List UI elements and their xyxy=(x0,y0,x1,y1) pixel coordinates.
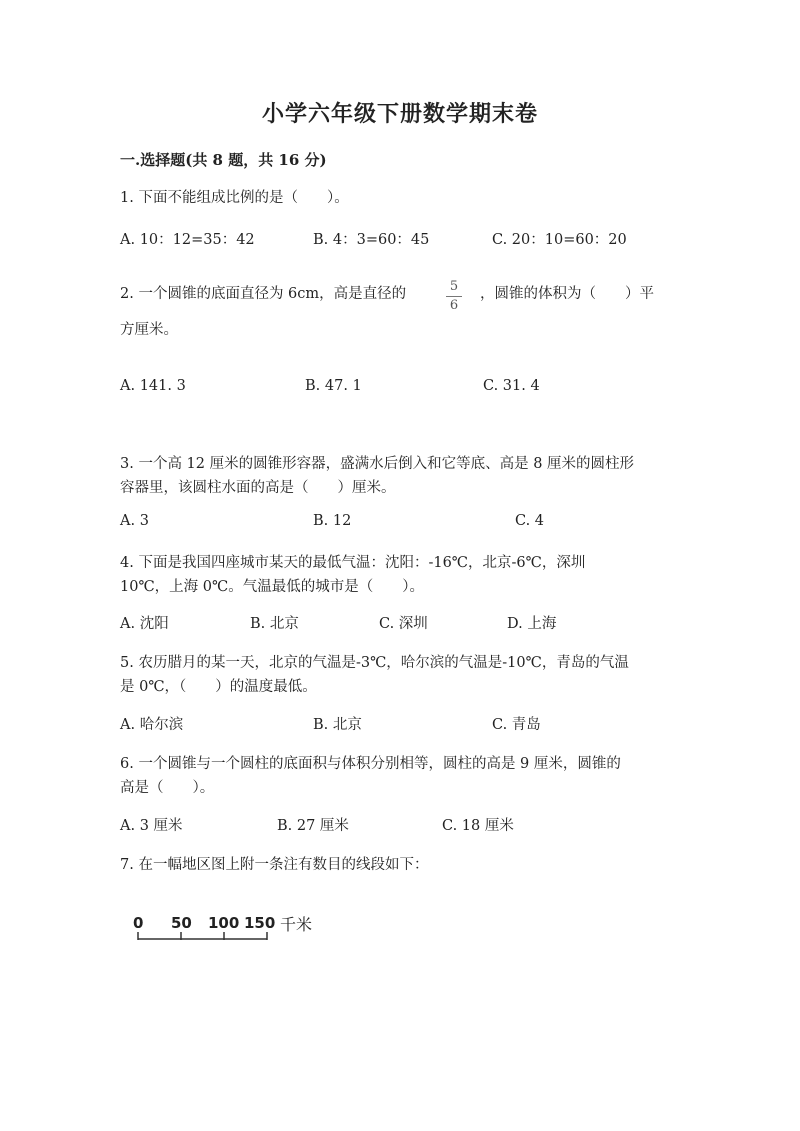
question-4-option-a[interactable]: A. 沈阳 xyxy=(120,616,169,632)
question-3-text-line1: 3. 一个高 12 厘米的圆锥形容器，盛满水后倒入和它等底、高是 8 厘米的圆柱形 xyxy=(120,456,635,472)
question-5-option-b[interactable]: B. 北京 xyxy=(313,717,362,733)
question-3-option-b[interactable]: B. 12 xyxy=(313,513,352,529)
question-2-cont xyxy=(480,282,654,306)
question-6-text-line1: 6. 一个圆锥与一个圆柱的底面积与体积分别相等，圆柱的高是 9 厘米，圆锥的 xyxy=(120,756,621,772)
question-1 xyxy=(120,186,349,210)
question-3-text-line2: 容器里，该圆柱水面的高是（ ）厘米。 xyxy=(120,480,396,496)
question-7-text: 7. 在一幅地区图上附一条注有数目的线段如下： xyxy=(120,857,429,873)
question-5-option-c[interactable]: C. 青岛 xyxy=(492,717,541,733)
question-1-option-c[interactable]: C. 20：10=60：20 xyxy=(492,232,627,248)
question-2-text-part1: 2. 一个圆锥的底面直径为 6cm，高是直径的 xyxy=(120,286,407,302)
question-1-option-a[interactable]: A. 10：12=35：42 xyxy=(120,232,255,248)
question-4-option-c[interactable]: C. 深圳 xyxy=(379,616,428,632)
question-6-option-a[interactable]: A. 3 厘米 xyxy=(120,818,183,834)
question-6-option-c[interactable]: C. 18 厘米 xyxy=(442,818,514,834)
fraction xyxy=(443,279,465,314)
scale-tick-label: 100 xyxy=(208,914,240,932)
question-3-option-c[interactable]: C. 4 xyxy=(515,513,545,529)
question-2-option-a[interactable]: A. 141. 3 xyxy=(120,378,186,394)
question-2-option-b[interactable]: B. 47. 1 xyxy=(305,378,362,394)
question-6-option-b[interactable]: B. 27 厘米 xyxy=(277,818,349,834)
scale-tick-label: 50 xyxy=(171,914,192,932)
question-2-text-part3: 方厘米。 xyxy=(120,322,178,338)
question-2 xyxy=(120,282,406,306)
question-4-text-line1: 4. 下面是我国四座城市某天的最低气温：沈阳：-16℃，北京-6℃，深圳 xyxy=(120,555,586,571)
fraction-numerator: 5 xyxy=(449,279,459,294)
fraction-denominator: 6 xyxy=(449,298,459,313)
scale-tick-label: 0 xyxy=(133,914,144,932)
scale-bar xyxy=(130,910,350,950)
question-4-text-line2: 10℃，上海 0℃。气温最低的城市是（ ）。 xyxy=(120,579,424,595)
question-6-text-line2: 高是（ ）。 xyxy=(120,780,215,796)
scale-tick-label: 150 xyxy=(244,914,276,932)
question-6 xyxy=(120,752,621,800)
question-2-line2 xyxy=(120,318,178,342)
scale-unit-label: 千米 xyxy=(280,915,313,934)
question-1-text: 1. 下面不能组成比例的是（ ）。 xyxy=(120,190,349,206)
question-5 xyxy=(120,651,629,699)
page-title: 小学六年级下册数学期末卷 xyxy=(261,101,538,127)
section-heading: 一.选择题(共 8 题，共 16 分) xyxy=(120,151,327,169)
question-5-option-a[interactable]: A. 哈尔滨 xyxy=(120,717,184,733)
question-5-text-line1: 5. 农历腊月的某一天，北京的气温是-3℃，哈尔滨的气温是-10℃，青岛的气温 xyxy=(120,655,629,671)
question-3 xyxy=(120,452,634,500)
question-7 xyxy=(120,853,428,877)
fraction-bar xyxy=(446,296,462,297)
question-1-option-b[interactable]: B. 4：3=60：45 xyxy=(313,232,430,248)
question-2-option-c[interactable]: C. 31. 4 xyxy=(483,378,540,394)
question-4-option-b[interactable]: B. 北京 xyxy=(250,616,299,632)
question-4 xyxy=(120,551,585,599)
question-3-option-a[interactable]: A. 3 xyxy=(120,513,149,529)
question-5-text-line2: 是 0℃，（ ）的温度最低。 xyxy=(120,679,317,695)
question-4-option-d[interactable]: D. 上海 xyxy=(507,616,557,632)
scale-line xyxy=(130,910,350,950)
question-2-text-part2: ，圆锥的体积为（ ）平 xyxy=(480,286,654,302)
